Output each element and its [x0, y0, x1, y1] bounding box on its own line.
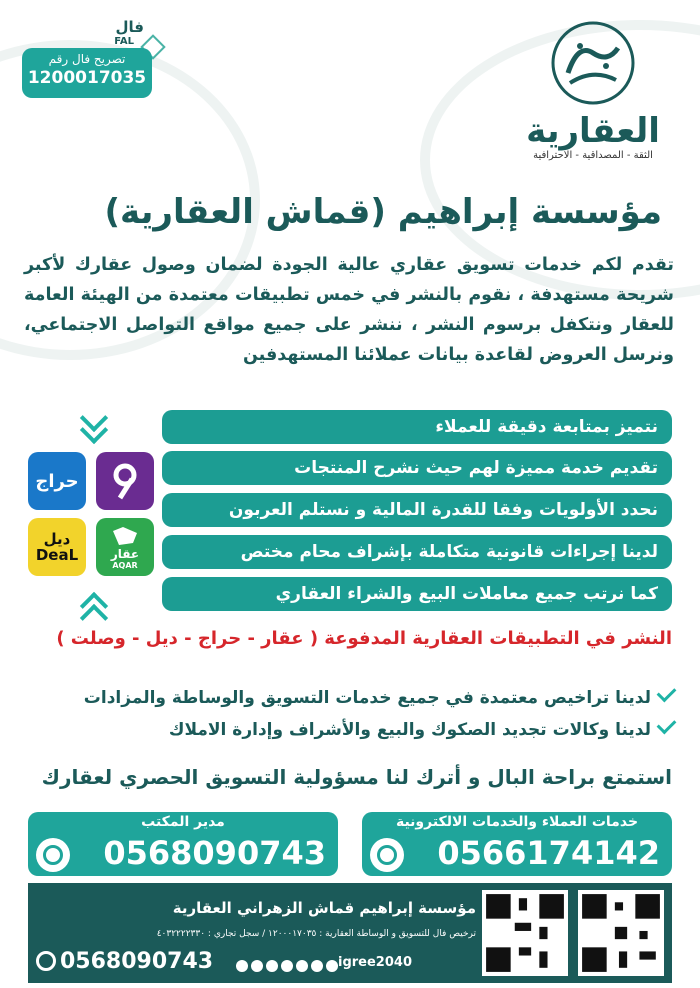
whatsapp-icon [370, 838, 404, 872]
whatsapp-icon [36, 838, 70, 872]
manager-card [28, 812, 338, 876]
snapchat-icon[interactable] [296, 960, 308, 972]
checkmark-icon [657, 715, 677, 735]
customer-service-phone[interactable]: 0566174142 [437, 834, 660, 872]
fal-word: فال [115, 18, 144, 36]
intro-paragraph: تقدم لكم خدمات تسويق عقاري عالية الجودة لضمان وصول عقارك لأكبر شريحة مستهدفة ، نقوم بالنشر في خمس تطبيقات معتمدة من الهيئة العامة للعقار ونتكفل برسوم النشر ، ننشر على جميع مواقع التواصل الاجتماعي، ونرسل العروض لقاعدة بيانات عملائنا المستهدفين [24, 255, 674, 365]
instagram-icon[interactable] [251, 960, 263, 972]
social-icons [236, 957, 341, 976]
footer-company-name: مؤسسة إبراهيم قماش الزهراني العقارية [172, 899, 476, 917]
license-badge [22, 48, 152, 98]
app-icon-haraj [28, 452, 86, 510]
feature-pill: تقديم خدمة مميزة لهم حيث نشرح المنتجات [162, 451, 672, 485]
customer-service-card [362, 812, 672, 876]
qr-code-whatsapp-icon[interactable] [578, 890, 664, 976]
haraj-label: حراج [35, 470, 79, 492]
facebook-icon[interactable] [236, 960, 248, 972]
feature-pill: لدينا إجراءات قانونية متكاملة بإشراف محام مختص [162, 535, 672, 569]
feature-pill: نحدد الأولويات وفقا للقدرة المالية و نستلم العربون [162, 493, 672, 527]
telegram-icon[interactable] [311, 960, 323, 972]
manager-label: مدير المكتب [141, 814, 225, 830]
youtube-icon[interactable] [266, 960, 278, 972]
social-handle[interactable]: igree2040 [338, 955, 412, 970]
check-item-text: لدينا وكالات تجديد الصكوك والبيع والأشراف وإدارة الاملاك [168, 720, 651, 740]
footer-phone-number: 0568090743 [60, 949, 214, 974]
qr-code-icon[interactable] [482, 890, 568, 976]
map-icon [111, 525, 139, 547]
aqar-label-ar: عقار [110, 546, 140, 561]
tiktok-icon[interactable] [326, 960, 338, 972]
app-icon-wasalt [96, 452, 154, 510]
deal-label-ar: ديل [43, 530, 71, 548]
feature-pill: نتميز بمتابعة دقيقة للعملاء [162, 410, 672, 444]
slogan: استمتع براحة البال و أترك لنا مسؤولية التسويق الحصري لعقارك [41, 765, 672, 789]
page-title: مؤسسة إبراهيم (قماش العقارية) [104, 192, 662, 232]
company-logo [508, 18, 678, 161]
deal-label-en: DeaL [35, 546, 79, 564]
license-number: 1200017035 [27, 68, 147, 88]
check-item-text: لدينا تراخيص معتمدة في جميع خدمات التسويق والوساطة والمزادات [83, 688, 651, 708]
logo-word: العقارية [526, 111, 660, 151]
app-icon-aqar [96, 518, 154, 576]
customer-service-label: خدمات العملاء والخدمات الالكترونية [395, 814, 639, 830]
manager-phone[interactable]: 0568090743 [103, 834, 326, 872]
aqar-label-en: AQAR [112, 560, 138, 570]
fal-latin: FAL [114, 36, 134, 47]
footer-phone[interactable] [36, 949, 213, 974]
linkedin-icon[interactable] [281, 960, 293, 972]
logo-tagline: الثقة - المصداقية - الاحترافية [533, 150, 653, 161]
check-item [169, 716, 672, 740]
publish-apps-line: النشر في التطبيقات العقارية المدفوعة ( عقار - حراج - ديل - وصلت ) [56, 628, 672, 649]
feature-pill: كما نرتب جميع معاملات البيع والشراء العقاري [162, 577, 672, 611]
check-item [84, 684, 672, 708]
location-pin-icon [110, 462, 140, 500]
footer-bar [28, 883, 672, 983]
footer-license-line: ترخيص فال للتسويق و الوساطة العقارية : ١٢٠٠٠١٧٠٣٥ / سجل تجاري : ٤٠٣٢٢٢٢٣٣٠ [156, 929, 476, 939]
checkmark-icon [657, 683, 677, 703]
whatsapp-icon [36, 951, 56, 971]
calligraphy-logo-icon [548, 18, 638, 108]
license-label: تصريح فال رقم [48, 52, 126, 66]
app-icon-deal [28, 518, 86, 576]
